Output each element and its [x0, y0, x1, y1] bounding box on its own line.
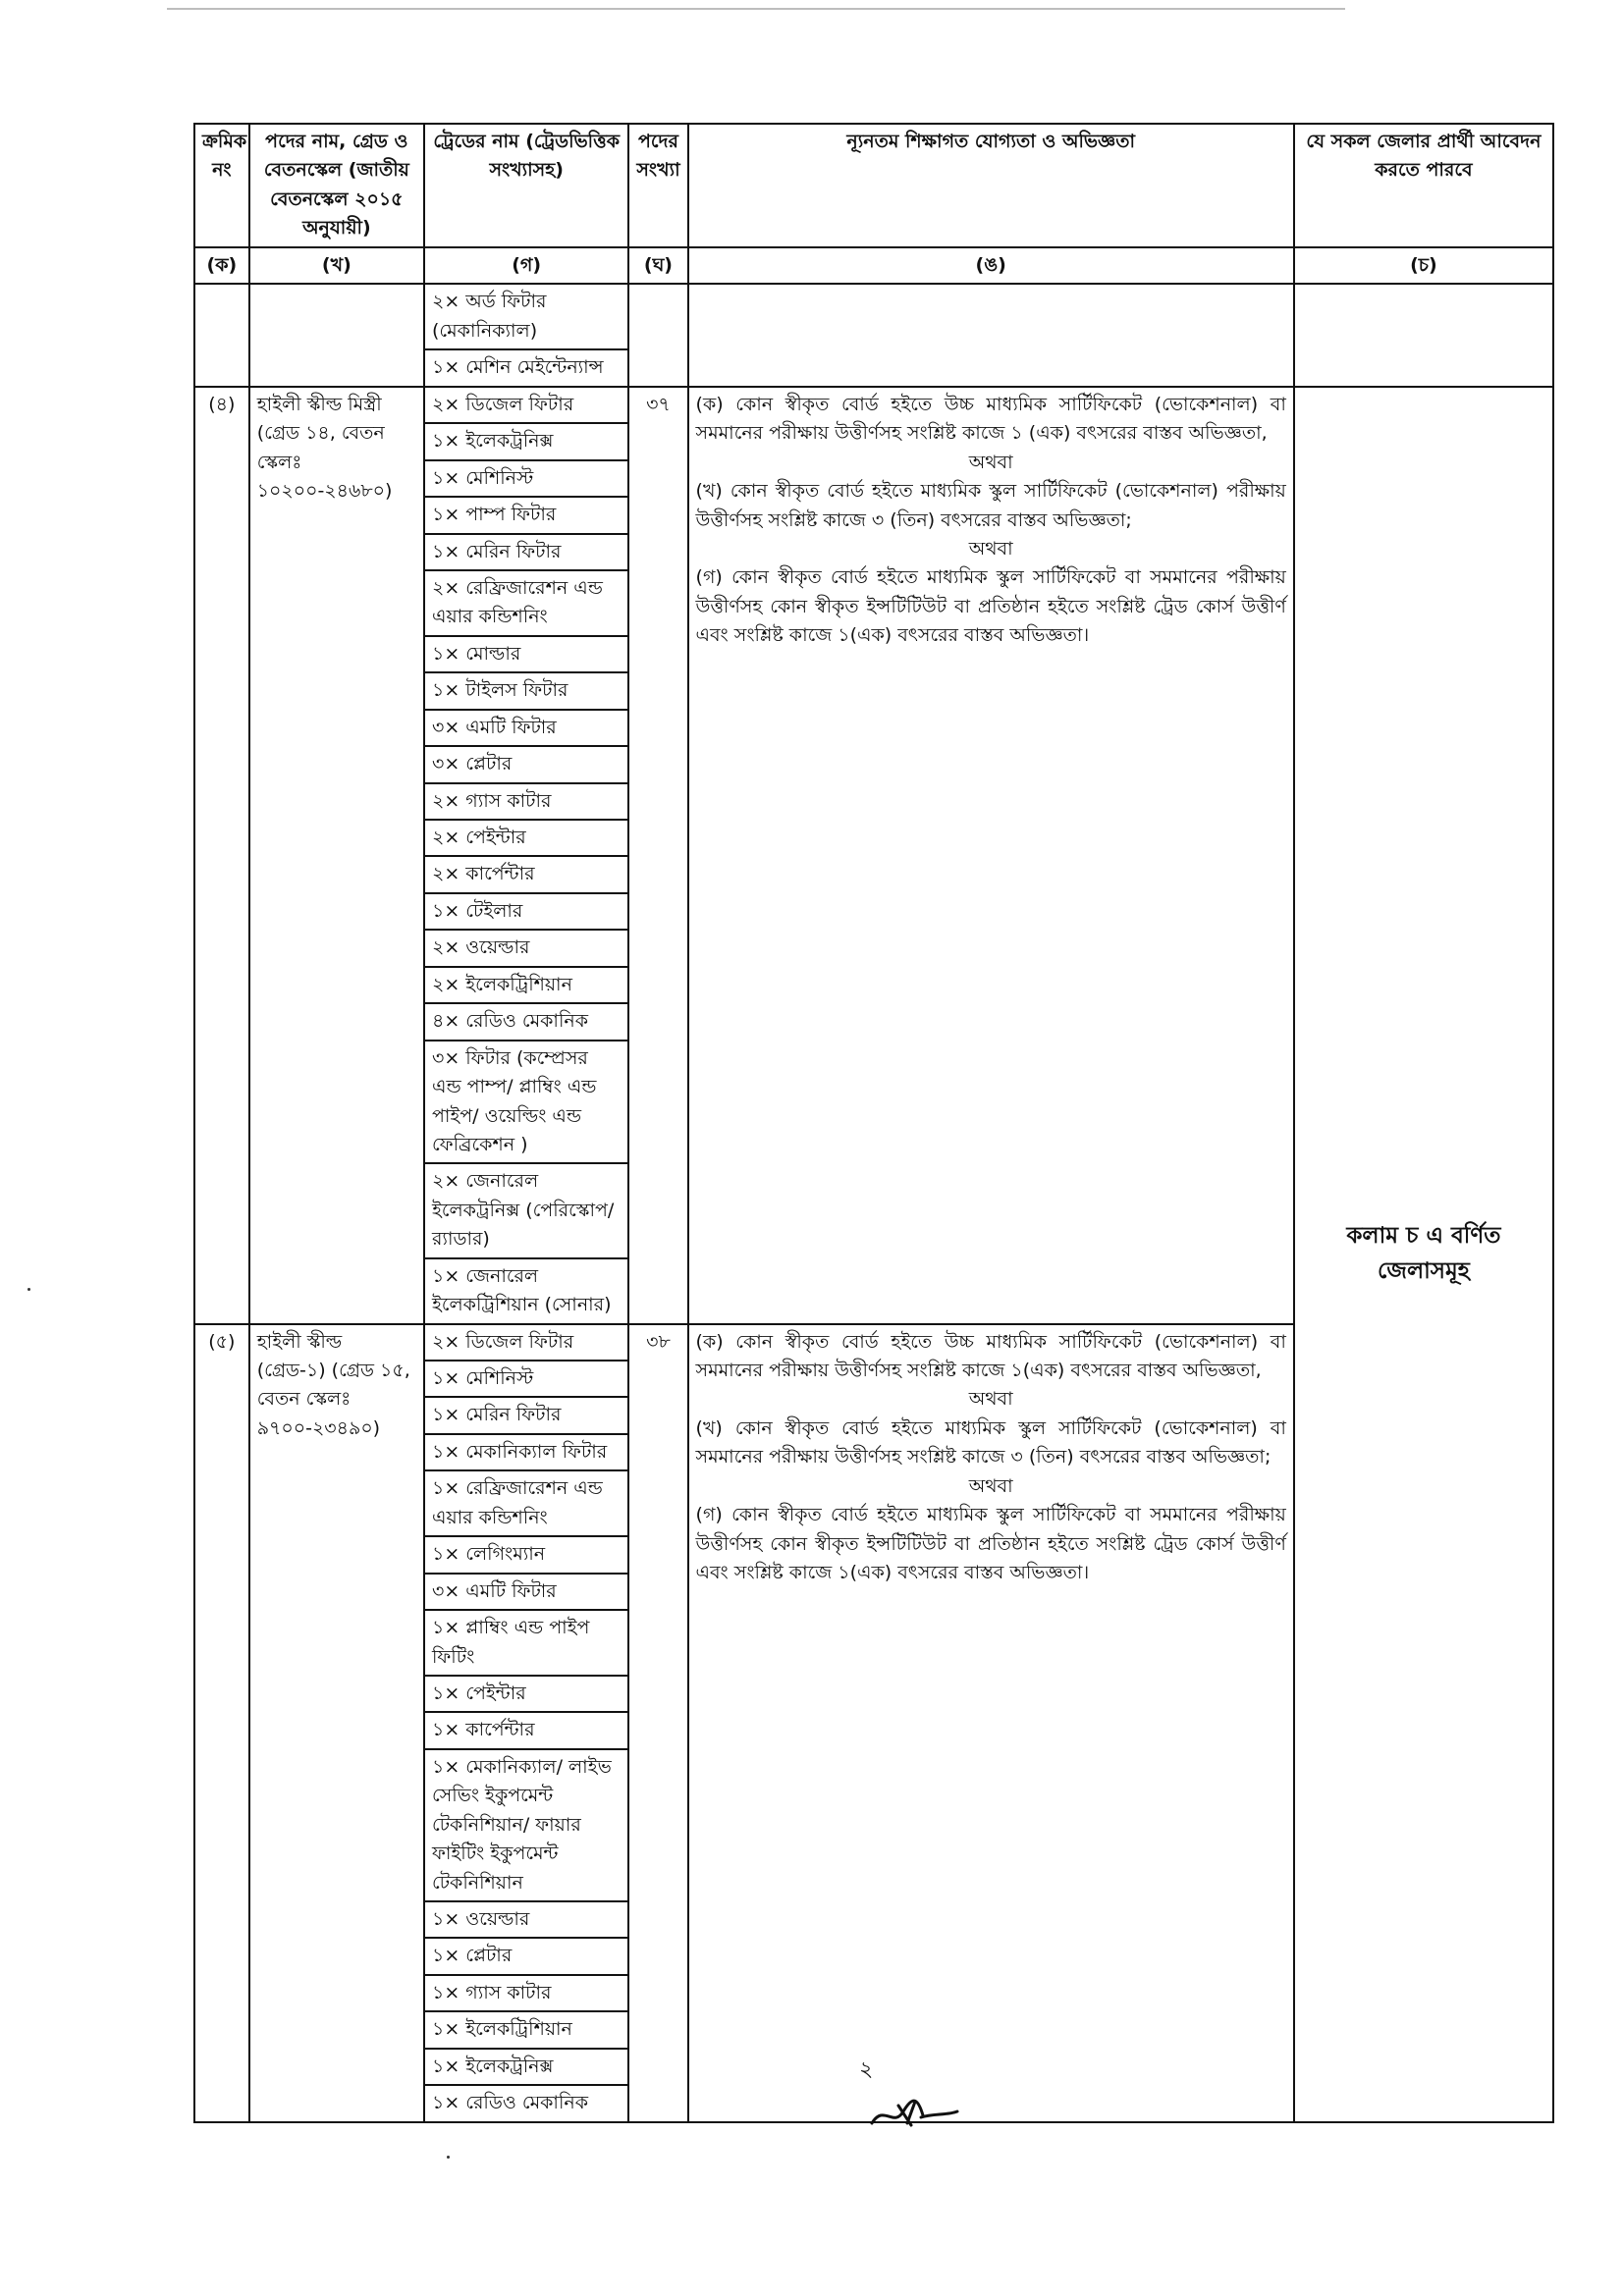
qualification-b: (খ) কোন স্বীকৃত বোর্ড হইতে মাধ্যমিক স্কুল সার্টিফিকেট (ভোকেশনাল) পরীক্ষায় উত্তীর্ণসহ সংশ্লিষ্ট কাজে ৩ (তিন) বৎসরের বাস্তব অভিজ্ঞতা; [695, 480, 1286, 531]
continued-trade-list [424, 284, 628, 386]
trade-item: ১× মেশিনিস্ট [425, 461, 627, 498]
row-post: হাইলী স্কীল্ড (গ্রেড-১) (গ্রেড ১৫, বেতন স্কেলঃ ৯৭০০-২৩৪৯০) [249, 1324, 424, 2122]
header-count: পদের সংখ্যা [628, 124, 687, 247]
trade-item: ২× কার্পেন্টার [425, 857, 627, 893]
trade-item: ২× রেফ্রিজারেশন এন্ড এয়ার কন্ডিশনিং [425, 571, 627, 637]
or-separator: অথবা [968, 1388, 1013, 1411]
row-qualification [688, 387, 1294, 1324]
page-number: ২ [859, 2057, 874, 2082]
trade-item: ১× মেরিন ফিটার [425, 535, 627, 571]
qualification-b: (খ) কোন স্বীকৃত বোর্ড হইতে মাধ্যমিক স্কুল সার্টিফিকেট (ভোকেশনাল) বা সমমানের পরীক্ষায় উত্তীর্ণসহ সংশ্লিষ্ট কাজে ৩ (তিন) বৎসরের বাস্তব অভিজ্ঞতা; [695, 1416, 1286, 1468]
trade-item: ২× অর্ড ফিটার (মেকানিক্যাল) [425, 285, 627, 350]
trade-item: ১× গ্যাস কাটার [425, 1976, 627, 2012]
trade-item: ৩× প্লেটার [425, 747, 627, 783]
trade-item: ১× প্লেটার [425, 1939, 627, 1975]
trade-item: ২× ইলেকট্রিশিয়ান [425, 968, 627, 1004]
trade-item: ১× ইলেকট্রিশিয়ান [425, 2012, 627, 2049]
qualification-c: (গ) কোন স্বীকৃত বোর্ড হইতে মাধ্যমিক স্কুল সার্টিফিকেট বা সমমানের পরীক্ষায় উত্তীর্ণসহ কোন স্বীকৃত ইন্সটিটিউট বা প্রতিষ্ঠান হইতে সংশ্লিষ্ট ট্রেড কোর্স উত্তীর্ণ এবং সংশ্লিষ্ট কাজে ১(এক) বৎসরের বাস্তব অভিজ্ঞতা। [695, 1504, 1286, 1584]
scan-speck [27, 1288, 30, 1291]
row-serial: (৪) [194, 387, 249, 1324]
col-letter: (ঙ) [688, 247, 1294, 284]
trade-item: ১× মেশিনিস্ট [425, 1362, 627, 1398]
trade-item: ১× ওয়েল্ডার [425, 1902, 627, 1939]
col-letter: (ক) [194, 247, 249, 284]
header-serial: ক্রমিক নং [194, 124, 249, 247]
row-serial: (৫) [194, 1324, 249, 2122]
trade-item: ১× মেকানিক্যাল/ লাইভ সেভিং ইকুপমেন্ট টেকনিশিয়ান/ ফায়ার ফাইটিং ইকুপমেন্ট টেকনিশিয়ান [425, 1750, 627, 1902]
trade-item: ৩× এমটি ফিটার [425, 1575, 627, 1611]
trade-item: ২× ডিজেল ফিটার [425, 1325, 627, 1362]
row-post: হাইলী স্কীল্ড মিস্ত্রী (গ্রেড ১৪, বেতন স্কেলঃ ১০২০০-২৪৬৮০) [249, 387, 424, 1324]
trade-item: ১× ইলেকট্রনিক্স [425, 424, 627, 460]
row-qualification [688, 1324, 1294, 2122]
trade-item: ১× রেডিও মেকানিক [431, 2092, 589, 2114]
trade-item: ১× পেইন্টার [425, 1677, 627, 1713]
table-row [194, 387, 1553, 1324]
district-cell: কলাম চ এ বর্ণিত জেলাসমূহ [1294, 387, 1553, 2122]
qualification-a: (ক) কোন স্বীকৃত বোর্ড হইতে উচ্চ মাধ্যমিক সার্টিফিকেট (ভোকেশনাল) বা সমমানের পরীক্ষায় উত্তীর্ণসহ সংশ্লিষ্ট কাজে ১(এক) বৎসরের বাস্তব অভিজ্ঞতা, [695, 1330, 1286, 1381]
recruitment-table [193, 123, 1554, 2123]
trade-item: ২× পেইন্টার [425, 821, 627, 857]
trade-item: ১× মেরিন ফিটার [425, 1398, 627, 1434]
trade-item: ১× লেগিংম্যান [425, 1537, 627, 1574]
trade-item: ১× প্লাম্বিং এন্ড পাইপ ফিটিং [425, 1611, 627, 1677]
trade-item: ২× ডিজেল ফিটার [425, 388, 627, 424]
trade-item: ২× জেনারেল ইলেকট্রনিক্স (পেরিস্কোপ/র‌্যাডার) [425, 1164, 627, 1258]
trade-item: ১× কার্পেন্টার [425, 1713, 627, 1749]
col-letter: (গ) [424, 247, 628, 284]
signature-scribble [864, 2094, 962, 2133]
top-scan-line [167, 8, 1345, 10]
trade-item: ১× জেনারেল ইলেকট্রিশিয়ান (সোনার) [431, 1264, 612, 1316]
qualification-a: (ক) কোন স্বীকৃত বোর্ড হইতে উচ্চ মাধ্যমিক সার্টিফিকেট (ভোকেশনাল) বা সমমানের পরীক্ষায় উত্তীর্ণসহ সংশ্লিষ্ট কাজে ১ (এক) বৎসরের বাস্তব অভিজ্ঞতা, [695, 393, 1286, 445]
header-trade: ট্রেডের নাম (ট্রেডভিত্তিক সংখ্যাসহ) [424, 124, 628, 247]
trade-item: ৩× এমটি ফিটার [425, 711, 627, 747]
col-letter: (খ) [249, 247, 424, 284]
column-letter-row [194, 247, 1553, 284]
trade-item: ২× গ্যাস কাটার [425, 784, 627, 821]
continued-row [194, 284, 1553, 386]
header-district: যে সকল জেলার প্রার্থী আবেদন করতে পারবে [1294, 124, 1553, 247]
trade-list [424, 387, 628, 1324]
or-separator: অথবা [968, 537, 1013, 560]
trade-item: ১× টেইলার [425, 894, 627, 931]
row-count: ৩৭ [628, 387, 687, 1324]
col-letter: (চ) [1294, 247, 1553, 284]
header-post: পদের নাম, গ্রেড ও বেতনস্কেল (জাতীয় বেতনস্কেল ২০১৫ অনুযায়ী) [249, 124, 424, 247]
trade-item: ১× মেশিন মেইন্টেন্যান্স [431, 356, 604, 379]
trade-item: ৩× ফিটার (কম্প্রেসর এন্ড পাম্প/ প্লাম্বিং এন্ড পাইপ/ ওয়েল্ডিং এন্ড ফেব্রিকেশন ) [425, 1041, 627, 1165]
trade-item: ১× পাম্প ফিটার [425, 498, 627, 534]
header-row [194, 124, 1553, 247]
trade-item: ১× ইলেকট্রনিক্স [425, 2050, 627, 2086]
trade-item: ৪× রেডিও মেকানিক [425, 1004, 627, 1041]
or-separator: অথবা [968, 451, 1013, 473]
trade-item: ২× ওয়েল্ডার [425, 931, 627, 967]
header-qualification: ন্যূনতম শিক্ষাগত যোগ্যতা ও অভিজ্ঞতা [688, 124, 1294, 247]
trade-item: ১× টাইলস ফিটার [425, 673, 627, 710]
or-separator: অথবা [968, 1474, 1013, 1497]
trade-item: ১× মেকানিক্যাল ফিটার [425, 1435, 627, 1471]
trade-item: ১× মোল্ডার [425, 637, 627, 673]
trade-item: ১× রেফ্রিজারেশন এন্ড এয়ার কন্ডিশনিং [425, 1471, 627, 1537]
trade-list [424, 1324, 628, 2122]
qualification-c: (গ) কোন স্বীকৃত বোর্ড হইতে মাধ্যমিক স্কুল সার্টিফিকেট বা সমমানের পরীক্ষায় উত্তীর্ণসহ কোন স্বীকৃত ইন্সটিটিউট বা প্রতিষ্ঠান হইতে সংশ্লিষ্ট ট্রেড কোর্স উত্তীর্ণ এবং সংশ্লিষ্ট কাজে ১(এক) বৎসরের বাস্তব অভিজ্ঞতা। [695, 566, 1286, 647]
scan-speck [447, 2156, 450, 2159]
col-letter: (ঘ) [628, 247, 687, 284]
row-count: ৩৮ [628, 1324, 687, 2122]
